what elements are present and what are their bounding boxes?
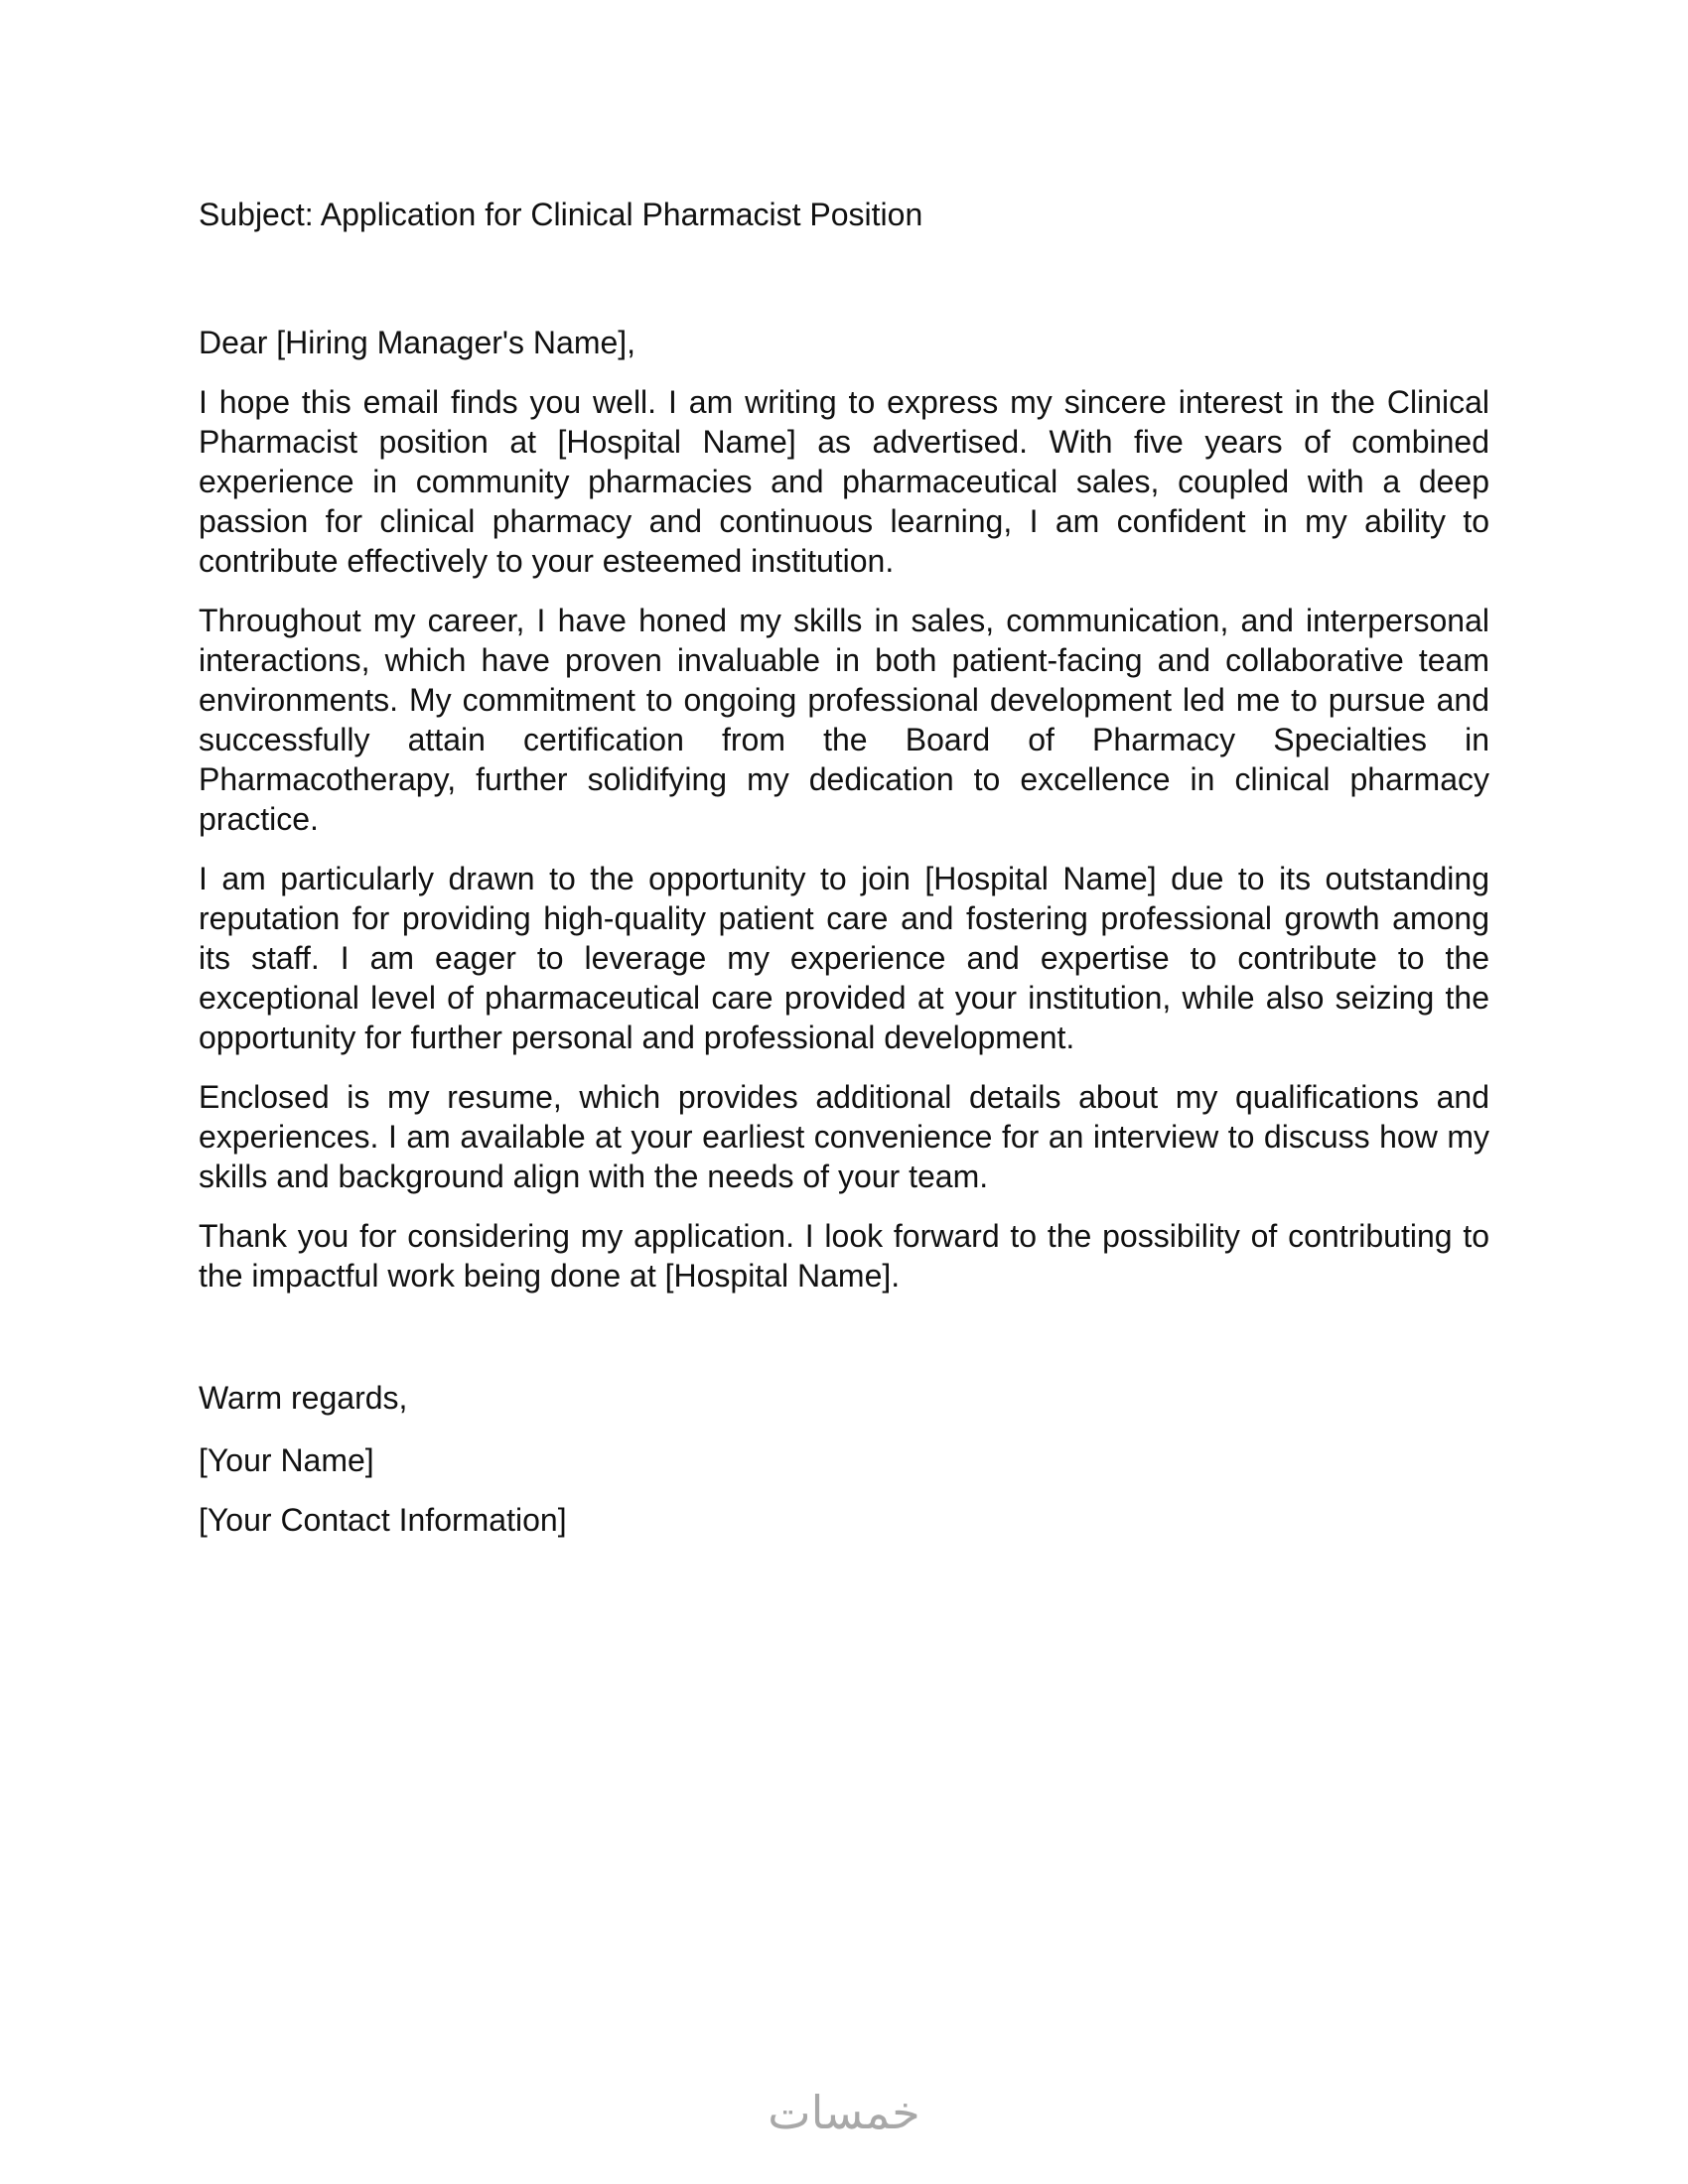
paragraph-career-skills: Throughout my career, I have honed my skills in sales, communication, and interpersonal interactions, which have proven invaluable in both patient-facing and collaborative team environments. My commitment to ongoing professional development led me to pursue and successfully attain certification from the Board of Pharmacy Specialties in Pharmacotherapy, further solidifying my dedication to excellence in clinical pharmacy practice.: [199, 603, 1489, 837]
letter-content: [199, 0, 1489, 1540]
paragraph-resume-enclosed: Enclosed is my resume, which provides additional details about my qualifications and experiences. I am available at your earliest convenience for an interview to discuss how my skills and background align with the needs of your team.: [199, 1079, 1489, 1194]
khamsat-watermark: خمسات: [768, 2086, 920, 2139]
paragraph-thank-you: Thank you for considering my application. I look forward to the possibility of contributing to the impactful work being done at [Hospital Name].: [199, 1218, 1489, 1294]
paragraph-introduction: I hope this email finds you well. I am writing to express my sincere interest in the Clinical Pharmacist position at [Hospital Name] as advertised. With five years of combined experience in community pharmacies and pharmaceutical sales, coupled with a deep passion for clinical pharmacy and continuous learning, I am confident in my ability to contribute effectively to your esteemed institution.: [199, 384, 1489, 579]
salutation: Dear [Hiring Manager's Name],: [199, 325, 636, 360]
paragraph-motivation: I am particularly drawn to the opportunity to join [Hospital Name] due to its outstanding reputation for providing high-quality patient care and fostering professional growth among its staff. I am eager to leverage my experience and expertise to contribute to the exceptional level of pharmaceutical care provided at your institution, while also seizing the opportunity for further personal and professional development.: [199, 861, 1489, 1055]
signoff: Warm regards,: [199, 1380, 408, 1416]
sender-contact-placeholder: [Your Contact Information]: [199, 1502, 567, 1538]
sender-name-placeholder: [Your Name]: [199, 1442, 374, 1478]
subject-line: Subject: Application for Clinical Pharmacist Position: [199, 197, 923, 232]
